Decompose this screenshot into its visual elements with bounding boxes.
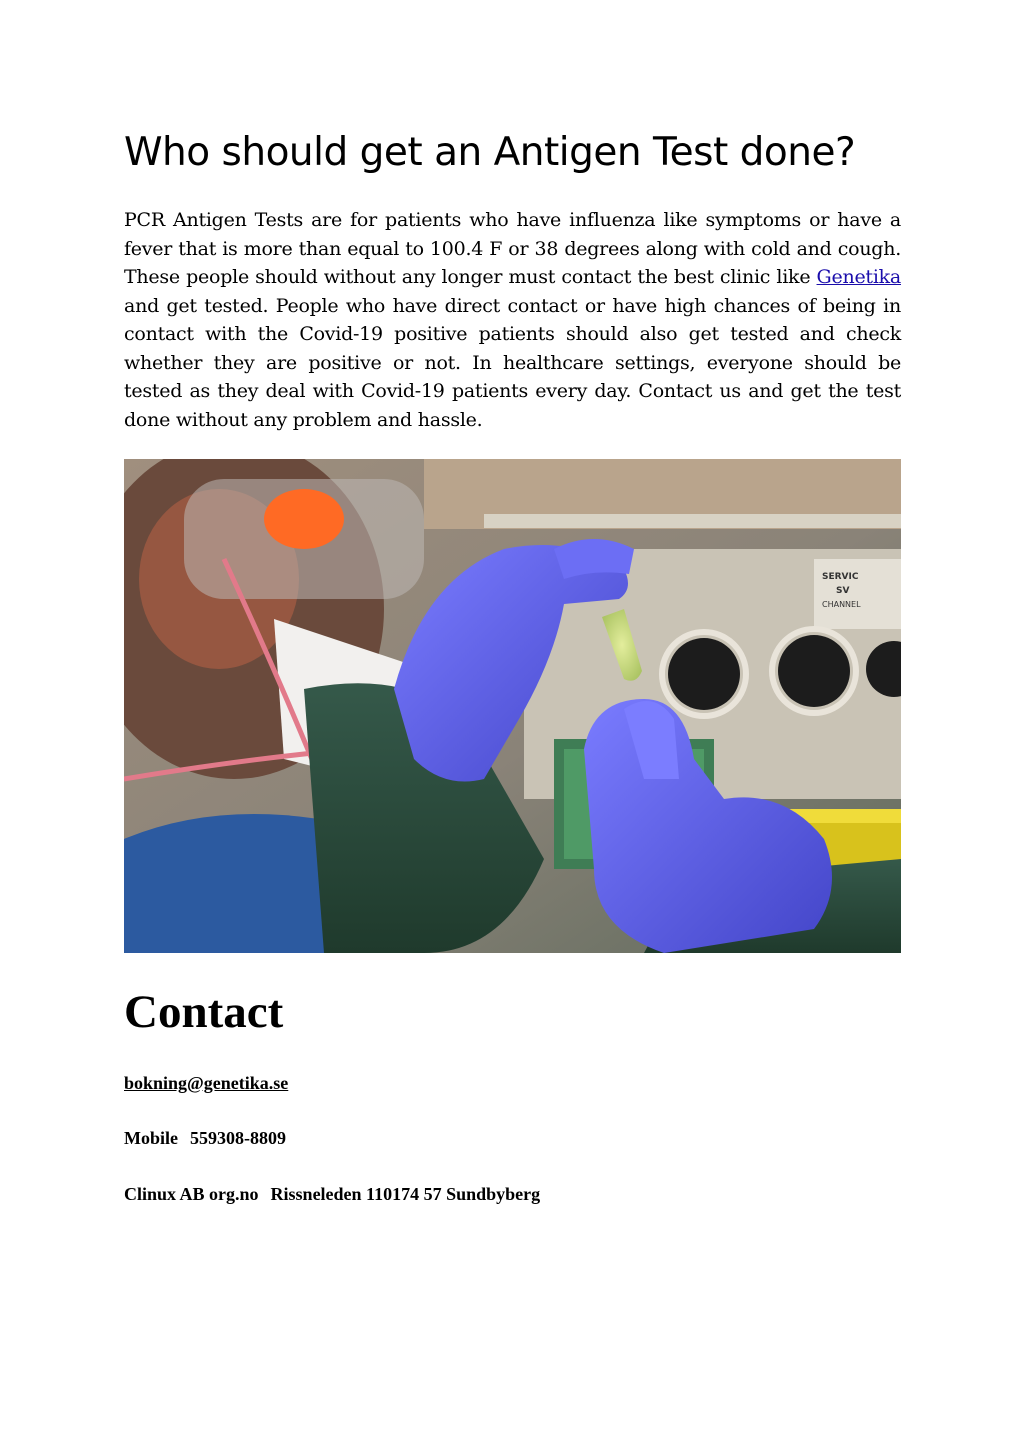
contact-email: [124, 1071, 288, 1095]
paragraph-text-start: PCR Antigen Tests are for patients who have influenza like symptoms or have a fever that is more than equal to 100.4 F or 38 degrees along with cold and cough. These people should without any longer must contact the best clinic like: [124, 209, 901, 288]
email-link[interactable]: bokning@genetika.se: [124, 1073, 289, 1093]
equipment-label-line-1: SERVIC: [822, 572, 859, 582]
contact-address: [124, 1182, 540, 1206]
article-paragraph: [124, 206, 901, 434]
equipment-label-line-3: CHANNEL: [822, 600, 861, 609]
page-title: Who should get an Antigen Test done?: [124, 130, 856, 175]
document-page: [124, 0, 901, 1448]
genetika-link[interactable]: Genetika: [816, 266, 901, 288]
mobile-label: Mobile: [124, 1128, 178, 1148]
mobile-number: 559308-8809: [190, 1128, 286, 1148]
paragraph-text-end: and get tested. People who have direct contact or have high chances of being in contact with the Covid-19 positive patients should also get tested and check whether they are positive or not. In healthcare settings, everyone should be tested as they deal with Covid-19 patients every day. Contact us and get the test done without any problem and hassle.: [124, 294, 901, 431]
equipment-label-line-2: SV: [836, 586, 850, 596]
street-address: Rissneleden 110174 57 Sundbyberg: [270, 1184, 541, 1204]
contact-heading: Contact: [124, 986, 284, 1038]
contact-mobile: [124, 1126, 286, 1150]
lab-technician-photo: [124, 459, 901, 953]
company-name: Clinux AB org.no: [124, 1184, 259, 1204]
